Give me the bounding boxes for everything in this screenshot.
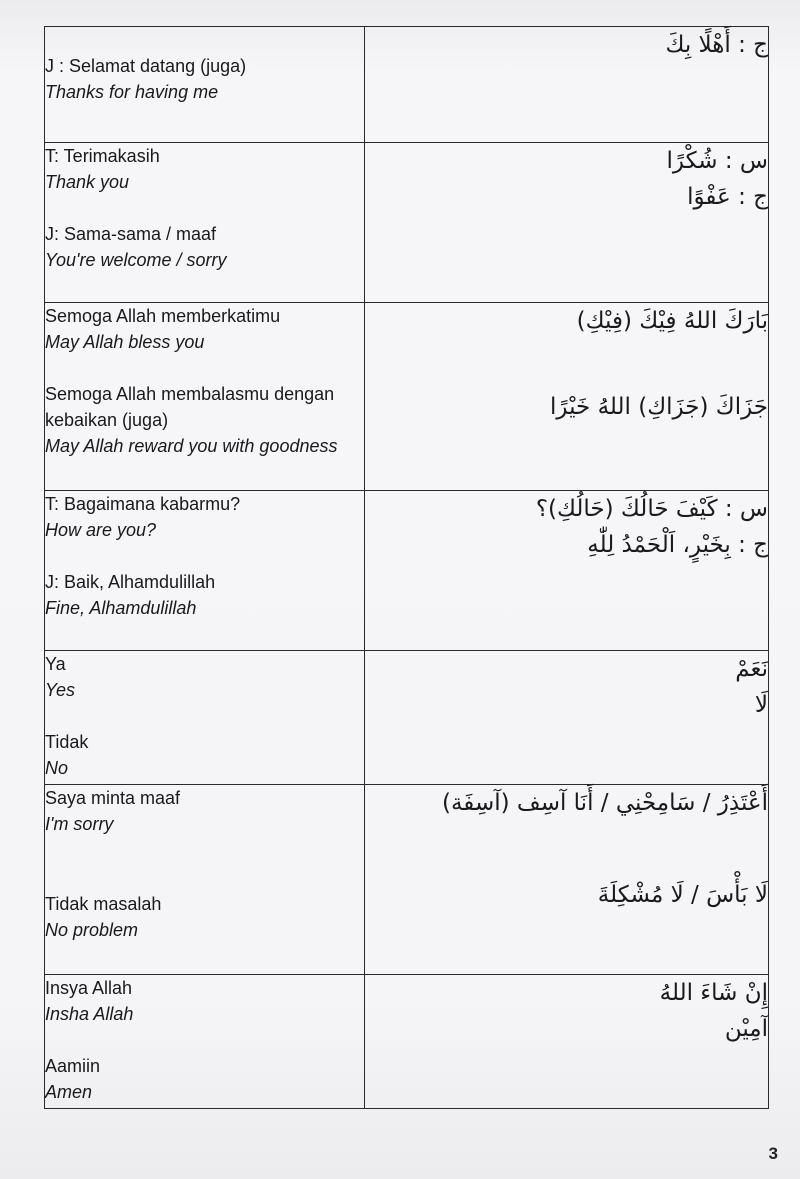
arabic-cell <box>365 651 769 785</box>
arabic-cell <box>365 27 769 143</box>
arabic-text: ج : بِخَيْرٍ، اَلْحَمْدُ لِلّٰهِ <box>587 532 768 558</box>
table-row <box>45 651 769 785</box>
phrase-table <box>44 26 769 1109</box>
arabic-cell <box>365 975 769 1109</box>
indonesian-text: Aamiin <box>45 1056 101 1076</box>
arabic-text: نَعَمْ <box>735 656 768 682</box>
indonesian-text: Semoga Allah membalasmu dengan <box>45 384 335 404</box>
indonesian-text: T: Bagaimana kabarmu? <box>45 494 241 514</box>
indonesian-text: kebaikan (juga) <box>45 410 169 430</box>
arabic-text: لَا بَأْسَ / لَا مُشْكِلَةَ <box>597 882 768 908</box>
arabic-text: إِنْ شَاءَ اللهُ <box>659 980 768 1006</box>
arabic-text: س : كَيْفَ حَالُكَ (حَالُكِ)؟ <box>535 496 768 522</box>
indonesian-english-cell <box>45 27 365 143</box>
arabic-text: جَزَاكَ (جَزَاكِ) اللهُ خَيْرًا <box>550 394 768 420</box>
table-row <box>45 975 769 1109</box>
table-row <box>45 27 769 143</box>
arabic-text: أَعْتَذِرُ / سَامِحْنِي / أَنَا آسِف (آسِفَة) <box>442 790 768 816</box>
arabic-text: ج : أَهْلًا بِكَ <box>665 32 768 58</box>
arabic-cell <box>365 491 769 651</box>
arabic-text: س : شُكْرًا <box>666 148 768 174</box>
indonesian-text: Tidak masalah <box>45 894 162 914</box>
arabic-text: بَارَكَ اللهُ فِيْكَ (فِيْكِ) <box>576 308 768 334</box>
english-text: I'm sorry <box>45 814 114 834</box>
indonesian-text: J: Sama-sama / maaf <box>45 224 217 244</box>
english-text: No <box>45 758 69 778</box>
indonesian-text: Semoga Allah memberkatimu <box>45 306 281 326</box>
indonesian-text: Tidak <box>45 732 89 752</box>
indonesian-text: J: Baik, Alhamdulillah <box>45 572 216 592</box>
indonesian-text: Ya <box>45 654 66 674</box>
english-text: Yes <box>45 680 76 700</box>
indonesian-english-cell <box>45 651 365 785</box>
indonesian-english-cell <box>45 143 365 303</box>
page-number: 3 <box>768 1144 778 1163</box>
english-text: Insha Allah <box>45 1004 134 1024</box>
indonesian-english-cell <box>45 975 365 1109</box>
table-row <box>45 785 769 975</box>
english-text: Thanks for having me <box>45 82 219 102</box>
english-text: How are you? <box>45 520 157 540</box>
table-row <box>45 143 769 303</box>
arabic-cell <box>365 785 769 975</box>
english-text: Fine, Alhamdulillah <box>45 598 197 618</box>
indonesian-english-cell <box>45 303 365 491</box>
english-text: Amen <box>45 1082 93 1102</box>
english-text: You're welcome / sorry <box>45 250 227 270</box>
indonesian-text: Saya minta maaf <box>45 788 181 808</box>
indonesian-text: T: Terimakasih <box>45 146 160 166</box>
indonesian-english-cell <box>45 785 365 975</box>
arabic-text: لَا <box>754 692 768 718</box>
english-text: No problem <box>45 920 139 940</box>
english-text: Thank you <box>45 172 130 192</box>
indonesian-text: J : Selamat datang (juga) <box>45 56 247 76</box>
english-text: May Allah reward you with goodness <box>45 436 338 456</box>
arabic-cell <box>365 143 769 303</box>
arabic-text: ج : عَفْوًا <box>687 184 768 210</box>
arabic-text: آمِيْن <box>724 1016 768 1042</box>
arabic-cell <box>365 303 769 491</box>
table-row <box>45 491 769 651</box>
indonesian-text: Insya Allah <box>45 978 133 998</box>
indonesian-english-cell <box>45 491 365 651</box>
english-text: May Allah bless you <box>45 332 205 352</box>
table-row <box>45 303 769 491</box>
